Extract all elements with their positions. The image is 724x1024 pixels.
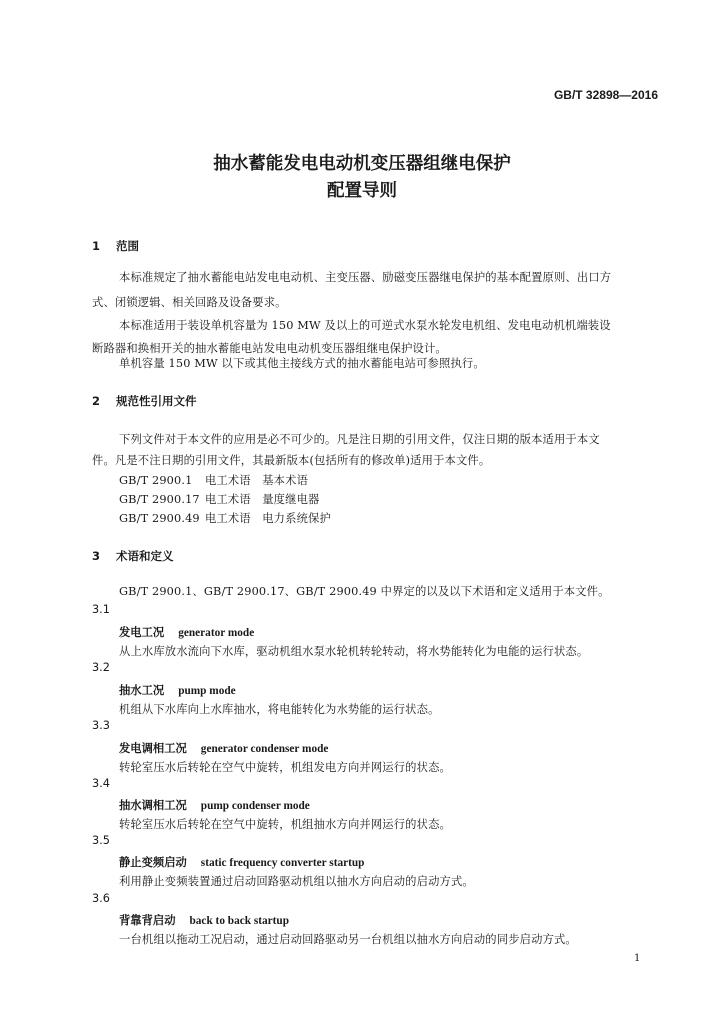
term-heading: [119, 682, 236, 698]
paragraph-line: 件。凡是不注日期的引用文件，其最新版本(包括所有的修改单)适用于本文件。: [92, 454, 491, 467]
reference-code: GB/T 2900.49: [119, 512, 200, 525]
term-number: 3.5: [92, 834, 110, 847]
section-title: 范围: [116, 239, 139, 253]
term-heading: [119, 740, 328, 756]
term-definition: 一台机组以拖动工况启动，通过启动回路驱动另一台机组以抽水方向启动的同步启动方式。: [119, 933, 577, 946]
section-number: 2: [92, 394, 101, 408]
term-heading: [119, 797, 310, 813]
reference-title: 电工术语 量度继电器: [205, 493, 320, 506]
standard-number: GB/T 32898—2016: [553, 88, 658, 102]
term-english: pump condenser mode: [200, 800, 310, 812]
term-chinese: 抽水调相工况: [119, 799, 187, 812]
term-heading: [119, 854, 364, 870]
section-title: 规范性引用文件: [116, 394, 197, 408]
term-english: generator condenser mode: [200, 743, 329, 755]
term-english: back to back startup: [189, 915, 289, 927]
term-chinese: 抽水工况: [119, 684, 165, 697]
document-title: 抽水蓄能发电电动机变压器组继电保护: [213, 154, 511, 174]
paragraph-line: GB/T 2900.1、GB/T 2900.17、GB/T 2900.49 中界定的以及以下术语和定义适用于本文件。: [119, 585, 610, 598]
page-number: 1: [634, 953, 641, 964]
reference-code: GB/T 2900.1: [119, 474, 193, 487]
term-definition: 转轮室压水后转轮在空气中旋转，机组抽水方向并网运行的状态。: [119, 818, 451, 831]
paragraph-line: 下列文件对于本文件的应用是必不可少的。凡是注日期的引用文件，仅注日期的版本适用于本文: [119, 433, 600, 446]
term-chinese: 发电调相工况: [119, 742, 187, 755]
term-english: pump mode: [178, 685, 236, 697]
paragraph-line: 断路器和换相开关的抽水蓄能电站发电电动机变压器组继电保护设计。: [92, 342, 447, 355]
reference-title: 电工术语 电力系统保护: [205, 512, 331, 525]
term-chinese: 静止变频启动: [119, 856, 187, 869]
section-number: 3: [92, 549, 101, 563]
document-subtitle: 配置导则: [327, 181, 397, 201]
reference-item: [119, 491, 319, 507]
paragraph-line: 式、闭锁逻辑、相关回路及设备要求。: [92, 296, 287, 309]
term-number: 3.2: [92, 661, 110, 674]
reference-title: 电工术语 基本术语: [205, 474, 309, 487]
section-1-heading: [92, 238, 139, 254]
term-number: 3.6: [92, 892, 110, 905]
term-chinese: 发电工况: [119, 626, 165, 639]
term-english: generator mode: [178, 627, 255, 639]
paragraph-line: 本标准规定了抽水蓄能电站发电电动机、主变压器、励磁变压器继电保护的基本配置原则、出口方: [119, 271, 612, 284]
term-definition: 利用静止变频装置通过启动回路驱动机组以抽水方向启动的启动方式。: [119, 875, 474, 888]
term-number: 3.1: [92, 603, 110, 616]
term-number: 3.3: [92, 719, 110, 732]
term-definition: 转轮室压水后转轮在空气中旋转，机组发电方向并网运行的状态。: [119, 761, 451, 774]
paragraph-line: 单机容量 150 MW 以下或其他主接线方式的抽水蓄能电站可参照执行。: [119, 357, 485, 370]
term-definition: 机组从下水库向上水库抽水，将电能转化为水势能的运行状态。: [119, 703, 440, 716]
section-3-heading: [92, 548, 174, 564]
term-definition: 从上水库放水流向下水库，驱动机组水泵水轮机转轮转动，将水势能转化为电能的运行状态。: [119, 645, 589, 658]
paragraph-line: 本标准适用于装设单机容量为 150 MW 及以上的可逆式水泵水轮发电机组、发电电动机机端装设: [119, 319, 611, 332]
term-chinese: 背靠背启动: [119, 914, 176, 927]
section-2-heading: [92, 393, 197, 409]
term-number: 3.4: [92, 777, 110, 790]
reference-code: GB/T 2900.17: [119, 493, 200, 506]
term-heading: [119, 912, 289, 928]
term-english: static frequency converter startup: [200, 857, 365, 869]
reference-item: [119, 472, 308, 488]
section-number: 1: [92, 239, 101, 253]
term-heading: [119, 624, 254, 640]
section-title: 术语和定义: [116, 549, 174, 563]
reference-item: [119, 510, 331, 526]
